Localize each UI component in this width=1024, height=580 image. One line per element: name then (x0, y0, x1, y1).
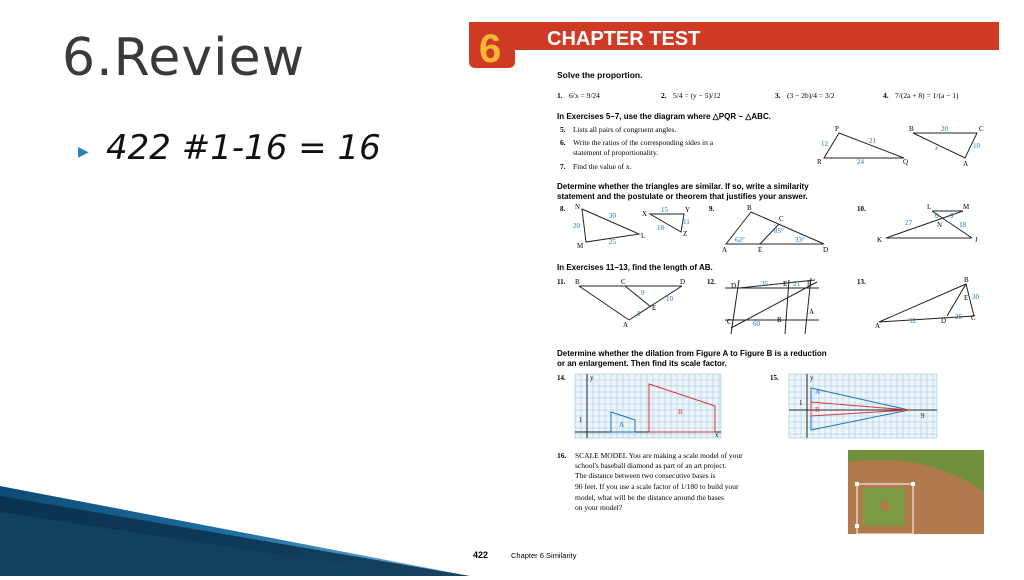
side-length: 18 (959, 221, 966, 229)
vertex-label: E (783, 280, 788, 288)
problem-expression: (3 − 2b)/4 = 3/2 (787, 91, 835, 100)
problem-number: 2. (661, 91, 667, 100)
vertex-label: E (652, 304, 657, 312)
vertex-label: C (979, 125, 984, 133)
vertex-label: D (941, 317, 947, 325)
exercise-5-text: Lists all pairs of congruent angles. (573, 125, 677, 134)
vertex-label: C (971, 314, 976, 322)
angle-measure: 33° (795, 236, 805, 244)
bullet-text: 422 #1-16 = 16 (106, 128, 381, 168)
exercise-16 (557, 451, 743, 512)
side-length: 35 (761, 280, 768, 288)
exercise-number: 10. (857, 205, 866, 213)
side-length: 10 (973, 142, 980, 150)
similarity-heading-line2: statement and the postulate or theorem that justifies your answer. (557, 192, 808, 201)
side-length: 8 (637, 310, 641, 318)
problems-1-4 (557, 91, 959, 100)
exercise-16-line: SCALE MODEL You are making a scale model of your (575, 451, 743, 460)
vertex-label: D (731, 282, 737, 290)
triangle-pqr-diagram (817, 125, 908, 166)
exercise-8-diagram (560, 203, 690, 250)
vertex-label: P (835, 125, 839, 133)
exercise-number: 8. (560, 205, 566, 213)
triangle-abc-diagram (909, 125, 984, 168)
side-length: 12 (821, 140, 828, 148)
tick-label: 1 (579, 416, 583, 424)
side-length: 26 (955, 313, 962, 321)
exercise-number: 15. (770, 374, 779, 382)
vertex-label: F (807, 280, 811, 288)
textbook-page (469, 22, 999, 576)
side-length: 18 (657, 224, 664, 232)
vertex-label: D (680, 278, 686, 286)
vertex-label: M (963, 203, 970, 211)
vertex-label: D (823, 246, 829, 254)
side-length: 27 (905, 219, 912, 227)
exercise-11-diagram (557, 278, 685, 329)
exercise-9-diagram (709, 204, 828, 254)
exercise-number: 16. (557, 451, 567, 460)
vertex-label: E (758, 246, 763, 254)
problem-number: 4. (883, 91, 889, 100)
side-length: 10 (666, 295, 673, 303)
vertex-label: A (875, 322, 881, 330)
side-length: 11 (683, 218, 690, 226)
chapter-title: Chapter 6 Similarity (511, 551, 577, 560)
dilation-heading-line1: Determine whether the dilation from Figure A to Figure B is a reduction (557, 349, 827, 358)
side-length: 20 (941, 125, 948, 133)
axis-label: y (810, 374, 814, 382)
vertex-label: R (817, 158, 822, 166)
page-number: 422 (473, 550, 489, 560)
vertex-label: L (927, 203, 932, 211)
baseball-diamond-photo (848, 450, 984, 534)
exercise-16-line: 90 feet. If you use a scale factor of 1/180 to build your (575, 482, 739, 491)
vertex-label: X (642, 210, 648, 218)
chapter-test-heading: CHAPTER TEST (547, 28, 701, 50)
exercise-number: 12. (707, 278, 716, 286)
vertex-label: J (975, 236, 978, 244)
vertex-label: L (641, 232, 646, 240)
side-length: 30 (972, 293, 979, 301)
problem-expression: 7/(2a + 8) = 1/(a − 1) (895, 91, 959, 100)
side-length: 9 (641, 289, 645, 297)
exercise-6-line2: statement of proportionality. (573, 148, 659, 157)
exercise-7-text: Find the value of x. (573, 162, 632, 171)
side-length: 9 (950, 212, 954, 220)
problem-number: 3. (775, 91, 781, 100)
exercise-12-diagram (707, 278, 819, 334)
figure-label: A (619, 421, 625, 429)
exercise-13-diagram (857, 276, 980, 330)
problem-expression: 6/x = 9/24 (569, 91, 600, 100)
angle-measure: 85° (774, 227, 784, 235)
side-length: 24 (857, 158, 864, 166)
exercise-6-line1: Write the ratios of the corresponding sides in a (573, 138, 714, 147)
side-length: 6 (935, 212, 939, 220)
axis-label: x (715, 431, 719, 439)
angle-measure: 62° (735, 236, 745, 244)
exercises-5-7 (560, 125, 714, 171)
vertex-label: M (577, 242, 584, 250)
exercise-16-line: on your model? (575, 503, 623, 512)
vertex-label: A (623, 321, 629, 329)
exercise-number: 11. (557, 278, 566, 286)
figure-label: A (815, 388, 821, 396)
tick-label: 9 (921, 412, 925, 420)
exercise-number: 5. (560, 125, 566, 134)
vertex-label: Q (903, 158, 909, 166)
vertex-label: C (727, 318, 732, 326)
problem-number: 1. (557, 91, 563, 100)
side-length: 52 (909, 317, 916, 325)
dilation-heading-line2: or an enlargement. Then find its scale factor. (557, 359, 727, 368)
exercise-number: 13. (857, 278, 866, 286)
exercise-number: 9. (709, 205, 715, 213)
side-length: 30 (609, 212, 616, 220)
axis-label: y (590, 374, 594, 382)
side-length: 21 (793, 280, 800, 288)
exercises-5-7-heading: In Exercises 5–7, use the diagram where △PQR ~ △ABC. (557, 112, 771, 121)
exercises-11-13-heading: In Exercises 11–13, find the length of AB. (557, 263, 713, 272)
exercise-15-graph (770, 374, 937, 438)
vertex-label: A (963, 160, 969, 168)
exercise-number: 14. (557, 374, 566, 382)
chapter-header (469, 22, 999, 71)
figure-label: B (815, 406, 820, 414)
vertex-label: A (809, 308, 815, 316)
vertex-label: C (779, 215, 784, 223)
vertex-label: A (722, 246, 728, 254)
vertex-label: N (937, 221, 943, 229)
decorative-swoosh (0, 472, 470, 576)
slide-title: 6.Review (62, 28, 306, 88)
bullet-arrow-icon: ▶ (78, 144, 89, 160)
vertex-label: B (964, 276, 969, 284)
vertex-label: K (877, 236, 883, 244)
similarity-heading-line1: Determine whether the triangles are similar. If so, write a similarity (557, 182, 809, 191)
side-length: 15 (661, 206, 668, 214)
side-length: 20 (573, 222, 580, 230)
chapter-number: 6 (479, 27, 502, 71)
vertex-label: B (575, 278, 580, 286)
side-length: 25 (609, 238, 616, 246)
exercise-16-line: model, what will be the distance around the bases (575, 493, 724, 502)
vertex-label: C (621, 278, 626, 286)
tick-label: 1 (799, 399, 803, 407)
exercise-16-line: school's baseball diamond as part of an art project. (575, 461, 727, 470)
vertex-label: E (964, 294, 969, 302)
figure-label: B (678, 408, 683, 416)
exercise-10-diagram (857, 203, 978, 244)
problem-expression: 5/4 = (y − 5)/12 (673, 91, 721, 100)
solve-heading: Solve the proportion. (557, 70, 643, 80)
exercise-14-graph (557, 374, 721, 439)
vertex-label: B (909, 125, 914, 133)
page-footer (473, 550, 577, 560)
vertex-label: B (747, 204, 752, 212)
exercise-number: 6. (560, 138, 566, 147)
side-length: 60 (753, 320, 760, 328)
vertex-label: B (777, 316, 782, 324)
vertex-label: N (575, 203, 581, 211)
side-length: x (935, 144, 939, 152)
exercise-number: 7. (560, 162, 566, 171)
vertex-label: Y (685, 206, 691, 214)
side-length: 21 (869, 137, 876, 145)
exercise-16-line: The distance between two consecutive bases is (575, 471, 716, 480)
vertex-label: Z (683, 230, 688, 238)
